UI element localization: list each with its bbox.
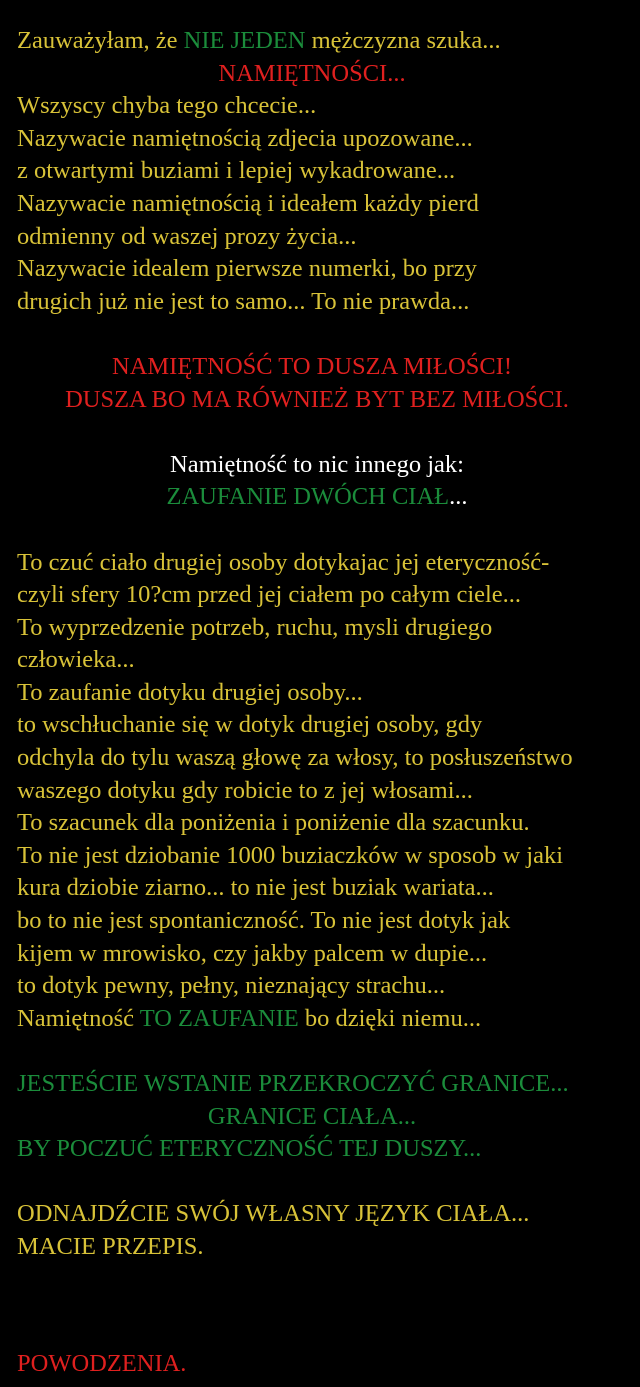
closing-line-1: ODNAJDŹCIE SWÓJ WŁASNY JĘZYK CIAŁA... (17, 1200, 530, 1228)
intro-text: mężczyzna szuka... (305, 27, 501, 54)
highlight-nie-jeden: NIE JEDEN (183, 27, 306, 54)
body-line-13: kijem w mrowisko, czy jakby palcem w dupie... (17, 939, 488, 967)
intro-namietnosci: NAMIĘTNOŚCI... (218, 59, 406, 87)
body-line-15 (17, 1003, 629, 1036)
intro-line-9: drugich już nie jest to samo... To nie prawda... (17, 287, 470, 315)
body-text: bo dzięki niemu... (298, 1004, 482, 1032)
spacer (17, 1035, 629, 1068)
closing-line-2: MACIE PRZEPIS. (17, 1232, 204, 1260)
body-line-4: człowieka... (17, 646, 135, 674)
body-line-5: To zaufanie dotyku drugiej osoby... (17, 678, 363, 706)
body-line-14: to dotyk pewny, pełny, nieznający strachu... (17, 972, 446, 1000)
body-line-8: waszego dotyku gdy robicie to z jej włosami... (17, 776, 473, 804)
highlight-zaufanie-dwoch-cial: ZAUFANIE DWÓCH CIAŁ (166, 483, 450, 511)
intro-line-6: Nazywacie namiętnością i ideałem każdy pierd (17, 189, 479, 217)
body-line-6: to wschłuchanie się w dotyk drugiej osoby, gdy (17, 711, 483, 739)
definition-line-1: Namiętność to nic innego jak: (170, 450, 464, 478)
intro-line-4: Nazywacie namiętnością zdjecia upozowane... (17, 124, 473, 152)
body-line-3: To wyprzedzenie potrzeb, ruchu, mysli drugiego (17, 613, 493, 641)
spacer (17, 1166, 629, 1199)
body-line-10: To nie jest dziobanie 1000 buziaczków w sposob w jaki (17, 841, 564, 869)
spacer (17, 1314, 629, 1347)
body-line-7: odchyla do tylu waszą głowę za włosy, to posłuszeństwo (17, 744, 573, 772)
spacer (17, 318, 629, 351)
body-line-2: czyli sfery 10?cm przed jej ciałem po całym ciele... (17, 581, 522, 609)
definition-line-2 (17, 481, 617, 514)
intro-line-7: odmienny od waszej prozy życia... (17, 222, 357, 250)
intro-line-8: Nazywacie idealem pierwsze numerki, bo przy (17, 255, 477, 283)
body-line-9: To szacunek dla poniżenia i poniżenie dla szacunku. (17, 809, 530, 837)
body-line-1: To czuć ciało drugiej osoby dotykajac jej eteryczność- (17, 548, 550, 576)
intro-line-5: z otwartymi buziami i lepiej wykadrowane... (17, 157, 456, 185)
motto-line-1: NAMIĘTNOŚĆ TO DUSZA MIŁOŚCI! (112, 352, 512, 380)
body-text: Namiętność (17, 1004, 140, 1032)
spacer (17, 514, 629, 547)
intro-text: Zauważyłam, że (17, 27, 184, 54)
body-line-12: bo to nie jest spontaniczność. To nie jest dotyk jak (17, 907, 511, 935)
boundary-line-3: BY POCZUĆ ETERYCZNOŚĆ TEJ DUSZY... (17, 1135, 482, 1163)
spacer (17, 1264, 629, 1314)
poem-text (17, 25, 629, 1381)
intro-line-3: Wszyscy chyba tego chcecie... (17, 92, 317, 120)
highlight-to-zaufanie: TO ZAUFANIE (139, 1004, 299, 1032)
definition-ellipsis: ... (449, 483, 468, 511)
boundary-line-1: JESTEŚCIE WSTANIE PRZEKROCZYĆ GRANICE... (17, 1070, 569, 1097)
intro-line-1 (17, 25, 629, 58)
boundary-line-2: GRANICE CIAŁA... (207, 1102, 417, 1130)
motto-line-2: DUSZA BO MA RÓWNIEŻ BYT BEZ MIŁOŚCI. (65, 385, 569, 413)
spacer (17, 416, 629, 449)
body-line-11: kura dziobie ziarno... to nie jest buziak wariata... (17, 874, 494, 902)
farewell: POWODZENIA. (17, 1350, 187, 1378)
